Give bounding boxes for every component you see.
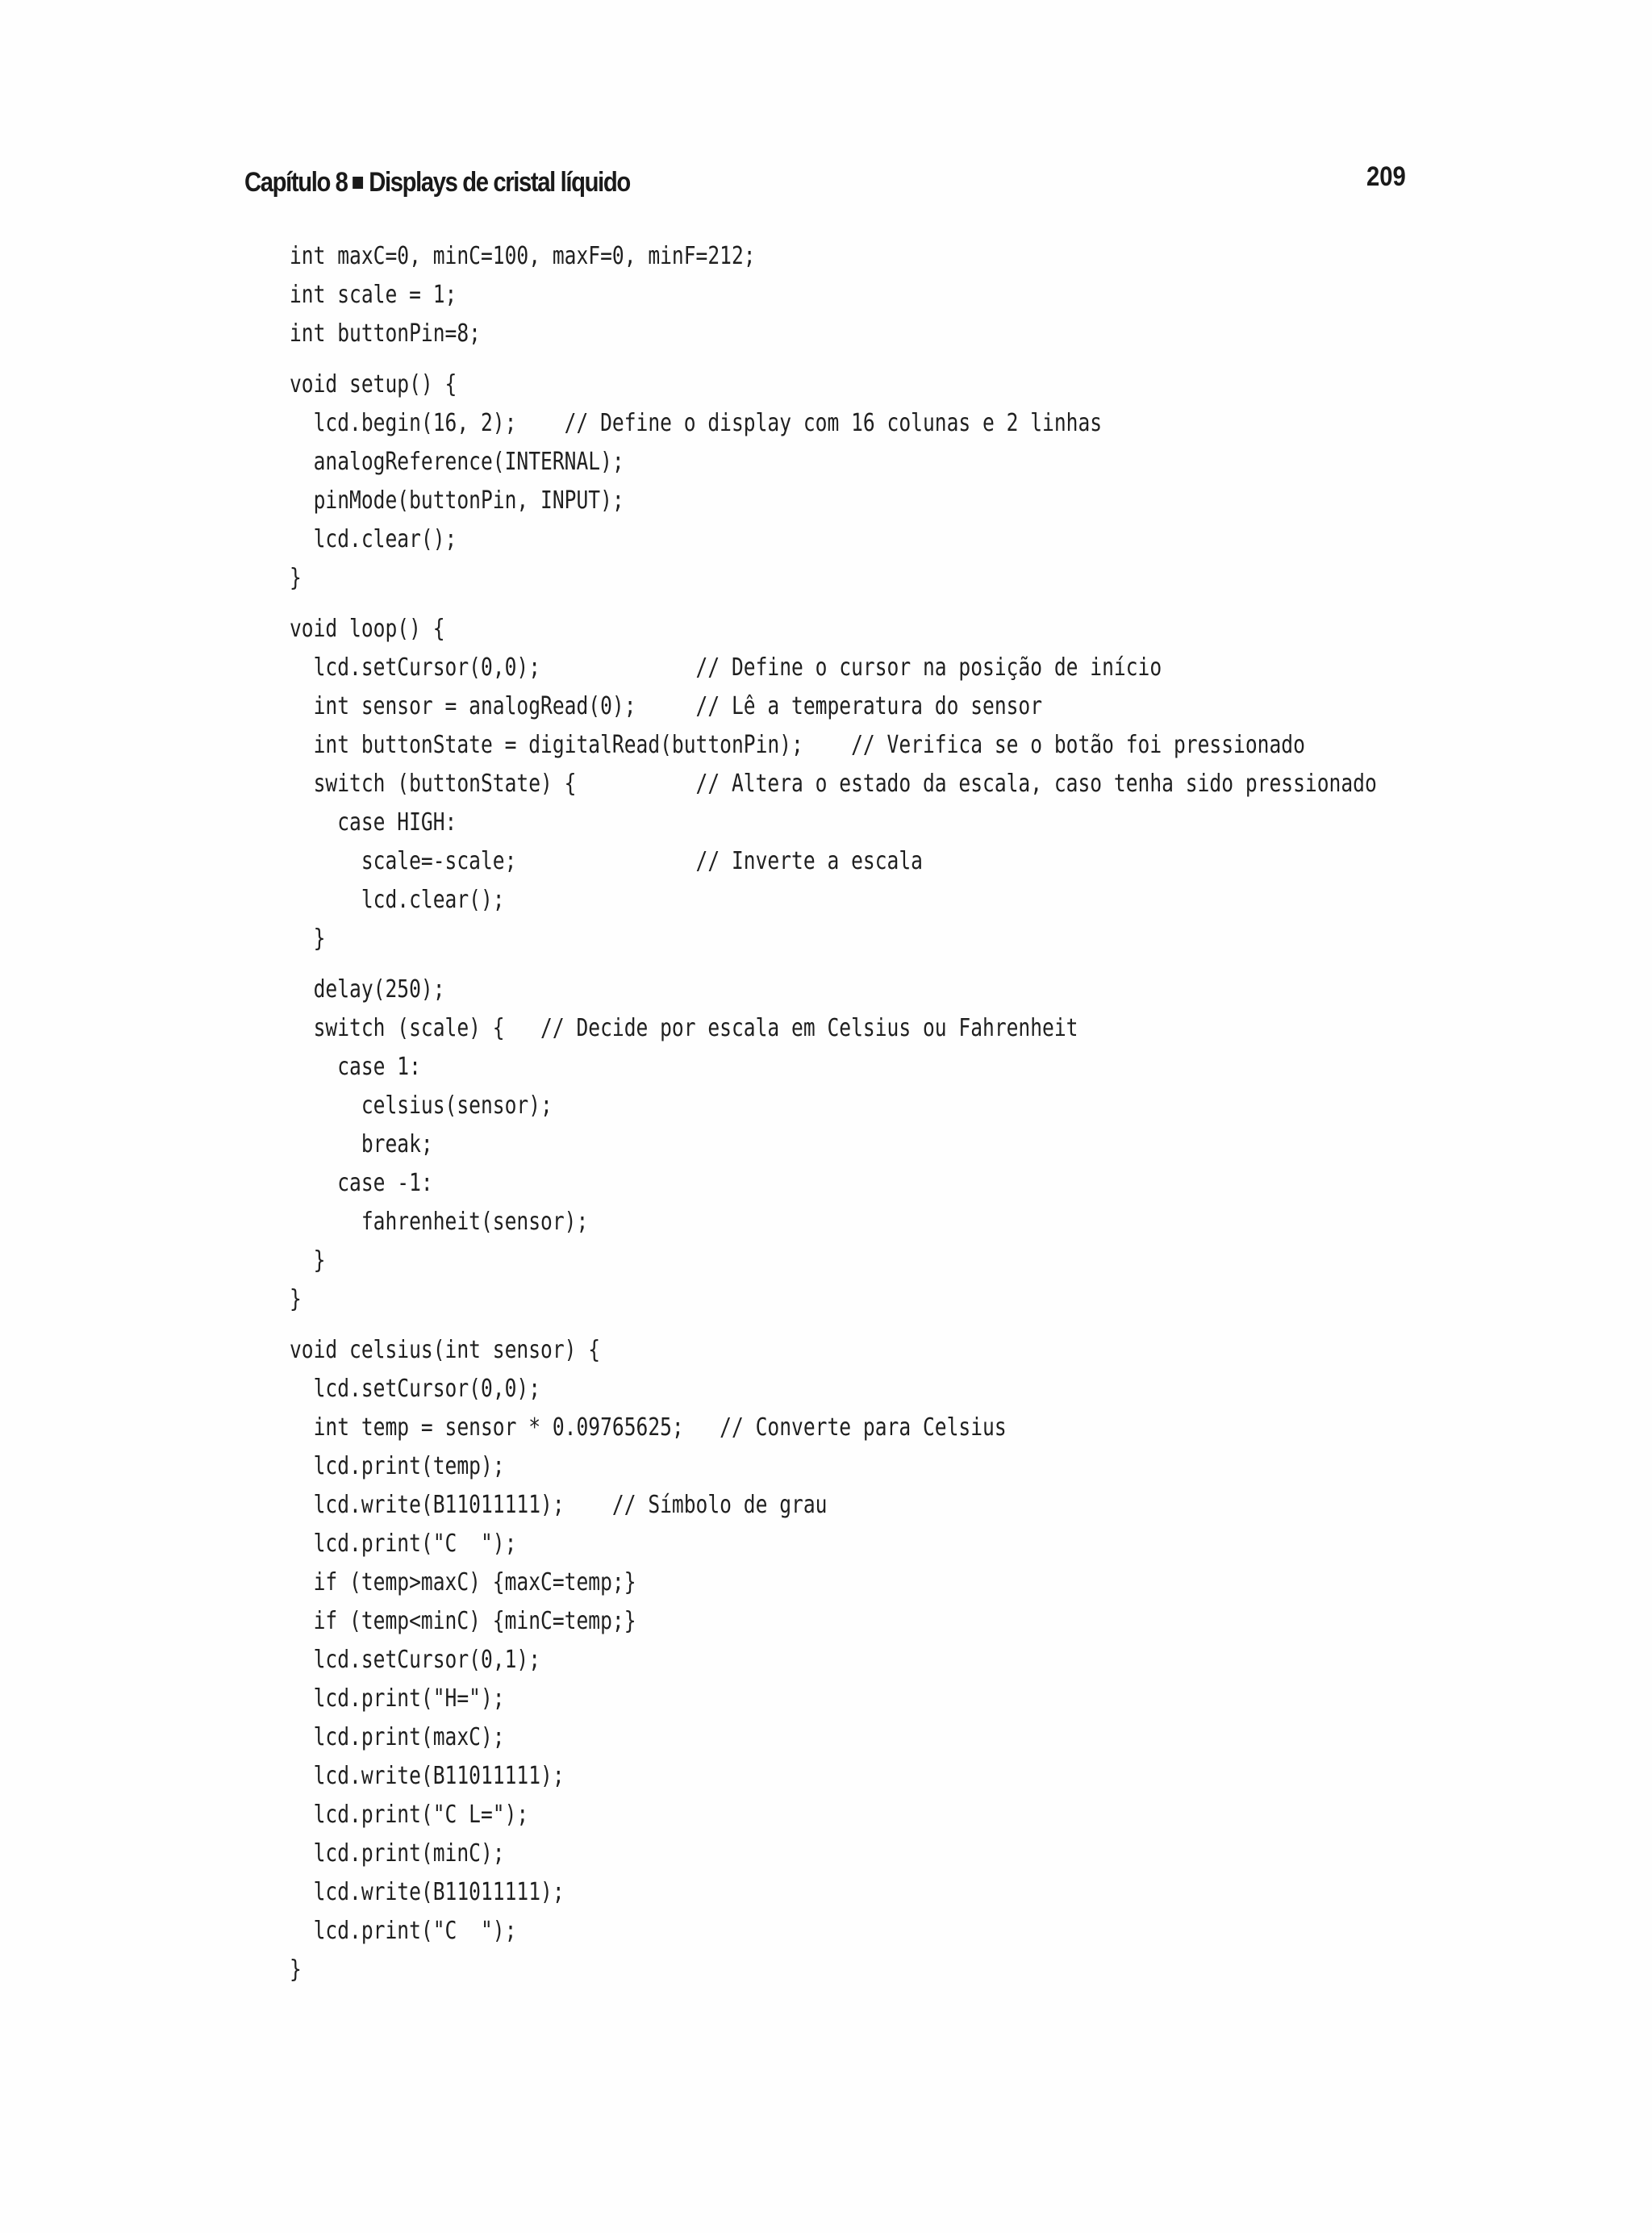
code-line: fahrenheit(sensor); [290, 1208, 589, 1236]
code-line: lcd.print(minC); [290, 1839, 505, 1868]
code-line: lcd.print(temp); [290, 1452, 505, 1480]
code-line: lcd.print("H="); [290, 1684, 505, 1713]
code-line: void setup() { [290, 370, 457, 399]
code-line: if (temp>maxC) {maxC=temp;} [290, 1568, 636, 1596]
code-line: if (temp<minC) {minC=temp;} [290, 1607, 636, 1635]
code-line: lcd.print("C "); [290, 1530, 517, 1558]
code-line: lcd.setCursor(0,0); [290, 1375, 541, 1403]
code-line: pinMode(buttonPin, INPUT); [290, 486, 624, 515]
code-line: lcd.print(maxC); [290, 1723, 505, 1751]
code-line: break; [290, 1130, 433, 1158]
code-line: int scale = 1; [290, 281, 457, 309]
code-line: lcd.setCursor(0,0); // Define o cursor na posição de início [290, 653, 1162, 682]
code-line: int buttonPin=8; [290, 319, 481, 348]
code-line: } [290, 1246, 326, 1275]
code-line: } [290, 1285, 302, 1313]
code-line: lcd.write(B11011111); [290, 1878, 565, 1906]
code-line: analogReference(INTERNAL); [290, 448, 624, 476]
code-line: void loop() { [290, 615, 445, 643]
code-line: int maxC=0, minC=100, maxF=0, minF=212; [290, 242, 756, 270]
code-line: lcd.write(B11011111); // Símbolo de grau [290, 1491, 828, 1519]
code-line: void celsius(int sensor) { [290, 1336, 601, 1364]
code-line: lcd.setCursor(0,1); [290, 1646, 541, 1674]
code-line: delay(250); [290, 975, 445, 1004]
code-line: lcd.clear(); [290, 525, 457, 553]
code-line: } [290, 925, 326, 953]
code-line: case 1: [290, 1053, 421, 1081]
code-line: lcd.write(B11011111); [290, 1762, 565, 1790]
code-line: celsius(sensor); [290, 1091, 553, 1120]
code-line: switch (scale) { // Decide por escala em Celsius ou Fahrenheit [290, 1014, 1078, 1042]
code-line: int sensor = analogRead(0); // Lê a temperatura do sensor [290, 692, 1043, 720]
code-line: lcd.clear(); [290, 886, 505, 914]
code-line: case -1: [290, 1169, 433, 1197]
code-line: scale=-scale; // Inverte a escala [290, 847, 923, 875]
code-line: } [290, 564, 302, 592]
square-separator-icon [353, 177, 363, 189]
code-line: switch (buttonState) { // Altera o estado da escala, caso tenha sido pressionado [290, 770, 1377, 798]
code-line: int temp = sensor * 0.09765625; // Converte para Celsius [290, 1413, 1007, 1442]
code-line: lcd.print("C L="); [290, 1801, 529, 1829]
chapter-label: Capítulo 8 [244, 167, 348, 198]
code-line: case HIGH: [290, 808, 457, 837]
chapter-title: Displays de cristal líquido [369, 167, 630, 198]
code-line: lcd.print("C "); [290, 1917, 517, 1945]
code-line: } [290, 1955, 302, 1984]
code-line: lcd.begin(16, 2); // Define o display com 16 colunas e 2 linhas [290, 409, 1103, 437]
running-header [244, 167, 630, 198]
code-line: int buttonState = digitalRead(buttonPin); // Verifica se o botão foi pressionado [290, 731, 1305, 759]
page-number: 209 [1366, 161, 1406, 192]
